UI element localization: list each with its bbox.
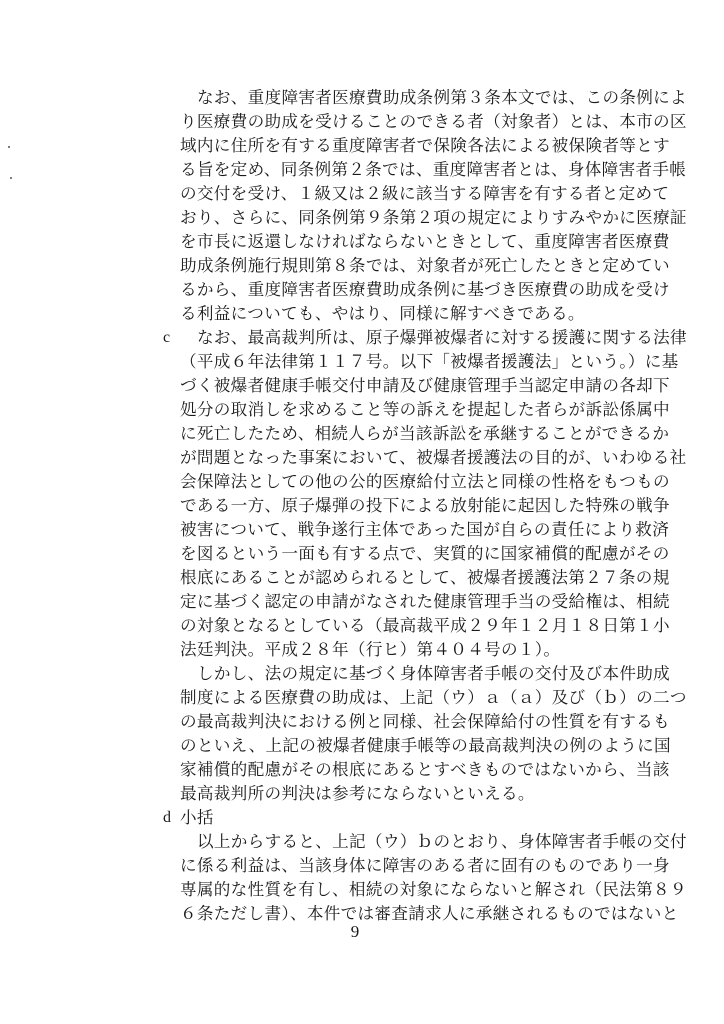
- text-line: のといえ、上記の被爆者健康手帳等の最高裁判決の例のように国: [180, 736, 671, 755]
- text-line: ６条ただし書）、本件では審査請求人に承継されるものではないと: [180, 904, 679, 923]
- text-line: おり、さらに、同条例第９条第２項の規定によりすみやかに医療証: [180, 208, 687, 227]
- text-line: づく被爆者健康手帳交付申請及び健康管理手当認定申請の各却下: [180, 376, 670, 395]
- text-line: の最高裁判決における例と同様、社会保障給付の性質を有するも: [180, 712, 670, 731]
- page-number: 9: [350, 922, 360, 941]
- text-line: なお、重度障害者医療費助成条例第３条本文では、この条例によ: [197, 88, 687, 107]
- text-line: る旨を定め、同条例第２条では、重度障害者とは、身体障害者手帳: [180, 160, 687, 179]
- text-line: るから、重度障害者医療費助成条例に基づき医療費の助成を受け: [180, 280, 670, 299]
- text-line: 最高裁判所の判決は参考にならないといえる。: [180, 784, 535, 803]
- text-line: 定に基づく認定の申請がなされた健康管理手当の受給権は、相続: [180, 592, 670, 611]
- text-line: 制度による医療費の助成は、上記（ウ）ａ（ａ）及び（ｂ）の二つ: [180, 688, 687, 707]
- text-line: しかし、法の規定に基づく身体障害者手帳の交付及び本件助成: [197, 664, 671, 683]
- text-line: なお、最高裁判所は、原子爆弾被爆者に対する援護に関する法律: [197, 328, 687, 347]
- text-line: が問題となった事案において、被爆者援護法の目的が、いわゆる社: [180, 448, 687, 467]
- text-line: 助成条例施行規則第８条では、対象者が死亡したときと定めてい: [180, 256, 670, 275]
- text-line: 被害について、戦争遂行主体であった国が自らの責任により救済: [180, 520, 670, 539]
- section-label-d: d: [163, 809, 171, 826]
- text-line: 法廷判決。平成２８年（行ヒ）第４０４号の１）。: [180, 640, 561, 659]
- scan-speck: [10, 177, 12, 179]
- text-line: 域内に住所を有する重度障害者で保険各法による被保険者等とす: [180, 136, 670, 155]
- text-line: 根底にあることが認められるとして、被爆者援護法第２７条の規: [180, 568, 670, 587]
- text-line: 専属的な性質を有し、相続の対象にならないと解され（民法第８９: [180, 880, 687, 899]
- text-line: に死亡したため、相続人らが当該訴訟を承継することができるか: [180, 424, 670, 443]
- text-line: 会保障法としての他の公的医療給付立法と同様の性格をもつもの: [180, 472, 670, 491]
- text-line: 処分の取消しを求めること等の訴えを提起した者らが訴訟係属中: [180, 400, 670, 419]
- section-heading: 小括: [180, 808, 214, 827]
- text-line: る利益についても、やはり、同様に解すべきである。: [180, 304, 585, 323]
- text-line: を図るという一面も有する点で、実質的に国家補償的配慮がその: [180, 544, 670, 563]
- text-line: り医療費の助成を受けることのできる者（対象者）とは、本市の区: [180, 112, 687, 131]
- text-line: に係る利益は、当該身体に障害のある者に固有のものであり一身: [180, 856, 670, 875]
- scan-speck: [8, 146, 10, 148]
- text-line: である一方、原子爆弾の投下による放射能に起因した特殊の戦争: [180, 496, 670, 515]
- text-line: 以上からすると、上記（ウ）ｂのとおり、身体障害者手帳の交付: [197, 832, 687, 851]
- text-line: を市長に返還しなければならないときとして、重度障害者医療費: [180, 232, 670, 251]
- section-label-c: c: [163, 329, 171, 346]
- text-line: （平成６年法律第１１７号。以下「被爆者援護法」という。）に基: [180, 352, 679, 371]
- text-line: 家補償的配慮がその根底にあるとすべきものではないから、当該: [180, 760, 670, 779]
- text-line: の対象となるとしている（最高裁平成２９年１２月１８日第１小: [180, 616, 670, 635]
- text-line: の交付を受け、１級又は２級に該当する障害を有する者と定めて: [180, 184, 670, 203]
